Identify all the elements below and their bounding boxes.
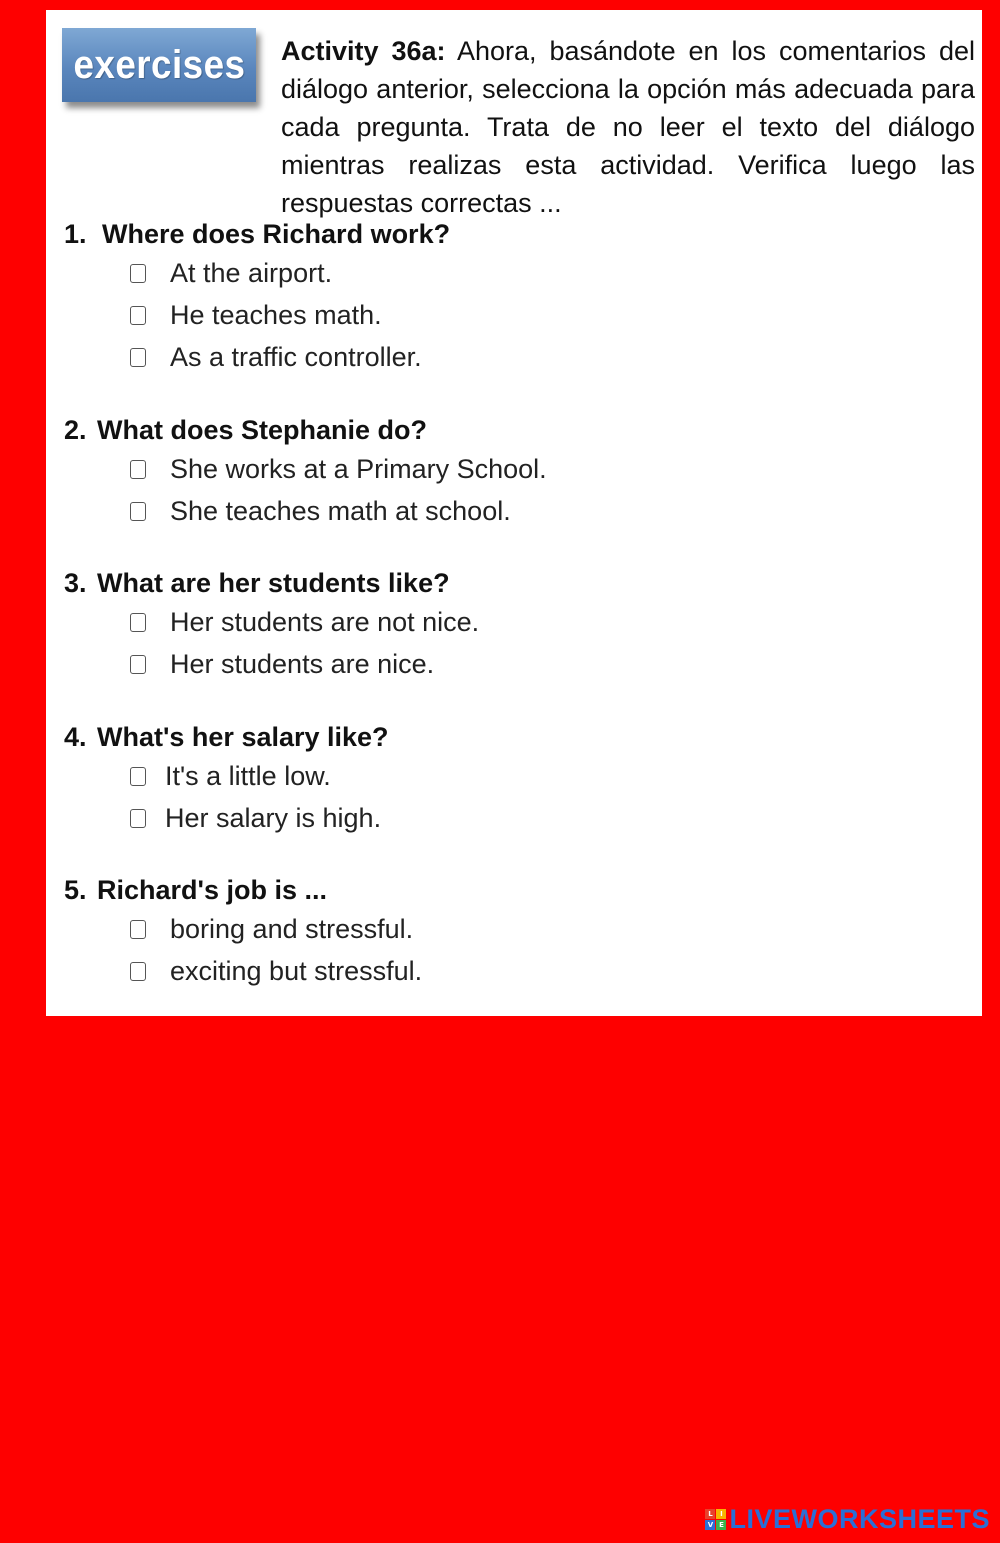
logo-wordmark: LIVEWORKSHEETS <box>729 1504 990 1534</box>
question-number: 2. <box>64 415 87 445</box>
answer-label: As a traffic controller. <box>170 342 422 372</box>
logo-letter-e: E <box>716 1520 726 1530</box>
question-number: 1. <box>64 219 87 249</box>
question-number: 3. <box>64 568 87 598</box>
answer-option[interactable] <box>130 755 964 797</box>
answer-label: She works at a Primary School. <box>170 454 547 484</box>
answer-option[interactable] <box>130 601 964 643</box>
answer-checkbox[interactable] <box>130 920 146 939</box>
answer-label: Her salary is high. <box>165 803 382 833</box>
answer-checkbox[interactable] <box>130 767 146 786</box>
activity-description: Ahora, basándote en los comentarios del diálogo anterior, selecciona la opción más adecuada para cada pregunta. Trata de no leer el texto del diálogo mientras realizas esta actividad. Verifica luego las respuestas correctas ... <box>281 36 976 218</box>
answer-checkbox[interactable] <box>130 306 146 325</box>
answer-option[interactable] <box>130 643 964 685</box>
answer-option[interactable] <box>130 797 964 839</box>
answer-option[interactable] <box>130 294 964 336</box>
answer-label: Her students are not nice. <box>170 607 480 637</box>
answer-checkbox[interactable] <box>130 962 146 981</box>
answer-checkbox[interactable] <box>130 613 146 632</box>
question-text: What are her students like? <box>97 568 450 598</box>
question-title <box>64 216 964 252</box>
answer-checkbox[interactable] <box>130 264 146 283</box>
answer-option[interactable] <box>130 908 964 950</box>
liveworksheets-logo <box>705 1504 990 1535</box>
exercises-badge <box>62 28 256 102</box>
question-title <box>64 872 964 908</box>
answer-label: boring and stressful. <box>170 914 414 944</box>
question-number: 4. <box>64 722 87 752</box>
question-4 <box>64 719 964 839</box>
question-5 <box>64 872 964 992</box>
answer-option[interactable] <box>130 448 964 490</box>
worksheet-panel <box>46 10 982 1016</box>
answer-label: Her students are nice. <box>170 649 435 679</box>
answer-option[interactable] <box>130 336 964 378</box>
answer-checkbox[interactable] <box>130 460 146 479</box>
logo-letter-l: L <box>705 1509 715 1519</box>
question-number: 5. <box>64 875 87 905</box>
answer-checkbox[interactable] <box>130 809 146 828</box>
answer-option[interactable] <box>130 252 964 294</box>
answer-label: At the airport. <box>170 258 333 288</box>
logo-icon <box>705 1509 726 1530</box>
logo-letter-v: V <box>705 1520 715 1530</box>
exercises-badge-label: exercises <box>73 42 245 87</box>
answer-checkbox[interactable] <box>130 502 146 521</box>
answer-label: It's a little low. <box>165 761 331 791</box>
activity-instructions <box>281 32 975 222</box>
answer-checkbox[interactable] <box>130 348 146 367</box>
answer-option[interactable] <box>130 490 964 532</box>
question-text: Richard's job is ... <box>97 875 327 905</box>
answer-label: She teaches math at school. <box>170 496 511 526</box>
question-title <box>64 412 964 448</box>
question-3 <box>64 565 964 685</box>
question-2 <box>64 412 964 532</box>
activity-title: Activity 36a: <box>281 36 446 66</box>
question-title <box>64 719 964 755</box>
question-text: Where does Richard work? <box>102 219 451 249</box>
question-text: What does Stephanie do? <box>97 415 428 445</box>
question-1 <box>64 216 964 378</box>
question-text: What's her salary like? <box>97 722 389 752</box>
answer-label: exciting but stressful. <box>170 956 423 986</box>
answer-label: He teaches math. <box>170 300 382 330</box>
answer-checkbox[interactable] <box>130 655 146 674</box>
answer-option[interactable] <box>130 950 964 992</box>
logo-letter-i: I <box>716 1509 726 1519</box>
question-title <box>64 565 964 601</box>
